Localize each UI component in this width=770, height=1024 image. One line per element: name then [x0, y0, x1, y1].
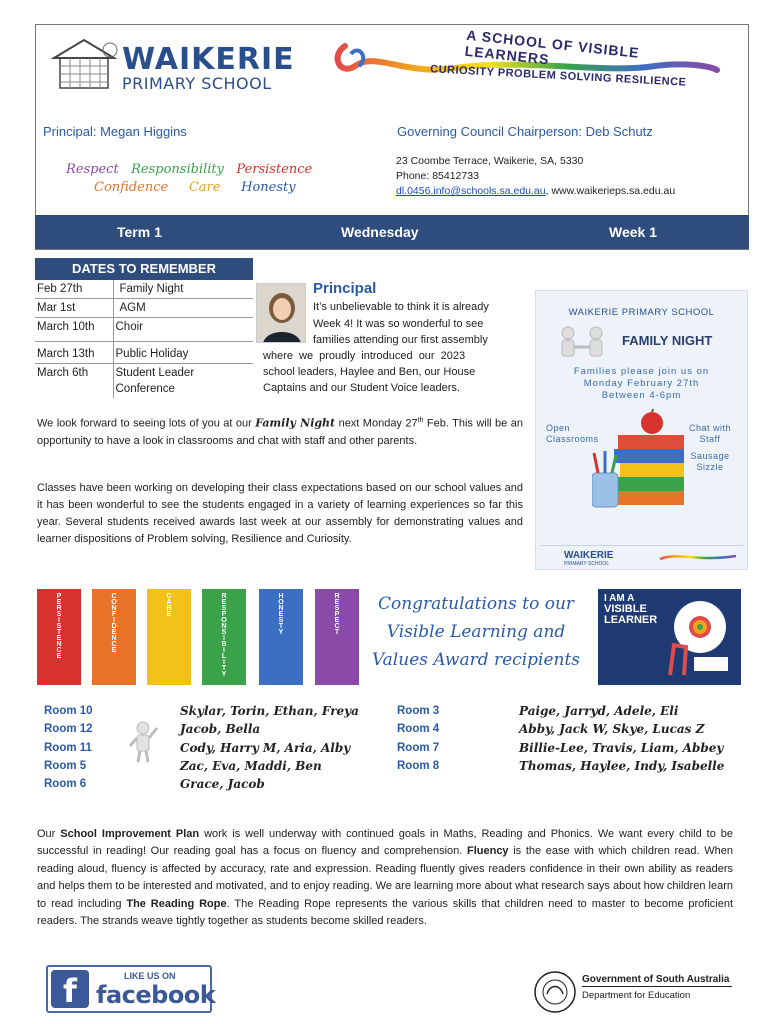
visible-learners-banner	[325, 26, 720, 106]
principal-text-6: Captains and our Student Voice leaders.	[263, 382, 460, 394]
room-label: Room 10	[44, 705, 93, 717]
flag-respect	[315, 589, 359, 685]
flag-label: CONFIDENCE	[110, 593, 118, 653]
invite-line: Families please join us on	[573, 366, 710, 377]
council-chair: Governing Council Chairperson: Deb Schutz	[397, 124, 653, 139]
value-respect: Respect	[66, 162, 119, 177]
award-names: Grace, Jacob	[180, 777, 265, 792]
school-name: WAIKERIE	[122, 42, 295, 77]
value-confidence: Confidence	[94, 180, 169, 195]
value-honesty: Honesty	[241, 180, 296, 195]
principal-text-5: school leaders, Haylee and Ben, our House	[263, 366, 476, 378]
table-row	[35, 364, 253, 399]
text: work is well underway with continued goals in Maths, Reading and Phonics. We want every child to be successful in reading! Our reading goal has a focus on fluency and comprehension.	[37, 828, 733, 858]
principal-text-3: families attending our first assembly	[313, 334, 488, 346]
award-names: Skylar, Torin, Ethan, Freya	[180, 704, 359, 718]
government-logo	[532, 970, 742, 1015]
principal-text-1: It’s unbelievable to think it is already	[313, 301, 489, 313]
school-subtitle: PRIMARY SCHOOL	[122, 74, 272, 93]
head-cogs-icon	[664, 597, 734, 677]
vl-text	[604, 593, 657, 626]
rainbow-swirl-icon	[658, 550, 738, 564]
room-label: Room 6	[44, 778, 87, 791]
facebook-badge[interactable]	[46, 965, 216, 1013]
flag-label: PERSISTENCE	[55, 593, 63, 659]
address: 23 Coombe Terrace, Waikerie, SA, 5330	[396, 155, 584, 167]
family-night-paragraph	[37, 412, 523, 450]
principal-heading: Principal	[313, 280, 377, 297]
principal-photo	[256, 283, 306, 343]
award-names: Zac, Eva, Maddi, Ben	[180, 758, 322, 773]
phone: Phone: 85412733	[396, 170, 479, 182]
poster-school: WAIKERIE PRIMARY SCHOOL	[568, 307, 715, 318]
award-names: Paige, Jarryd, Adele, Eli	[519, 704, 679, 718]
banner-title: A SCHOOL OF VISIBLE LEARNERS	[464, 26, 641, 68]
day-label: Wednesday	[341, 224, 419, 240]
right-line: Sausage	[690, 451, 730, 461]
family-night-highlight: Family Night	[255, 416, 336, 430]
awards-left-rooms	[44, 702, 93, 793]
school-values-2	[94, 180, 296, 195]
website[interactable]: , www.waikerieps.sa.edu.au	[545, 185, 676, 197]
poster-footer	[540, 545, 743, 567]
event-cell: Student Leader Conference	[115, 367, 195, 395]
bold-text: The Reading Rope	[126, 897, 227, 910]
text: next Monday 27	[335, 417, 418, 430]
room-label: Room 3	[397, 705, 440, 717]
flag-honesty	[259, 589, 303, 685]
email-link[interactable]: dl.0456.info@schools.sa.edu.au	[396, 185, 546, 197]
superscript: th	[417, 417, 424, 424]
text: is the ease with which children read. When reading aloud, fluency is affected by accuracy, rate and expression. Reading fluently gives readers confidence in their own ability as readers and helps them to be interested and motivated, and to enjoy reading. We are learning more about what research says about how children learn to read including	[37, 845, 733, 910]
event-cell: Public Holiday	[113, 342, 253, 364]
text: We look forward to seeing lots of you at our	[37, 417, 256, 430]
dates-to-remember	[35, 258, 253, 398]
room-label: Room 8	[397, 759, 440, 772]
visible-learner-image	[598, 589, 741, 685]
state-crest-icon	[532, 970, 578, 1014]
principal-text-2: Week 4! It was so wonderful to see	[313, 318, 484, 330]
table-row	[35, 299, 253, 318]
term-label: Term 1	[117, 224, 162, 240]
value-persistence: Persistence	[236, 162, 313, 177]
classes-paragraph: Classes have been working on developing their class expectations based on our school values and it has been wonderful to see the students engaged in a variety of learning experiences so far this year. Several students received awards last week at our assembly for demonstrating values and learner dispositions of Problem solving, Resilience and Curiosity.	[37, 482, 523, 545]
vl-line: I AM A	[604, 593, 635, 604]
flag-label: CARE	[165, 593, 173, 617]
room-label: Room 7	[397, 741, 440, 754]
school-values	[66, 162, 312, 177]
event-cell: AGM	[113, 299, 253, 318]
invite-line: Monday February 27th	[583, 378, 700, 389]
award-names: Thomas, Haylee, Indy, Isabelle	[519, 758, 725, 773]
award-names: Jacob, Bella	[180, 722, 261, 737]
contact-details	[396, 154, 675, 199]
congrats-line-1: Congratulations to our	[377, 594, 575, 614]
date-cell: Mar 1st	[35, 299, 113, 318]
flag-persistence	[37, 589, 81, 685]
flag-care	[147, 589, 191, 685]
vl-line: VISIBLE	[604, 603, 647, 615]
term-bar	[35, 215, 749, 249]
week-label: Week 1	[609, 224, 657, 240]
left-line: Classrooms	[546, 434, 599, 444]
vl-line: LEARNER	[604, 614, 658, 626]
gov-name: Government of South Australia	[582, 974, 730, 985]
flag-responsibility	[202, 589, 246, 685]
gov-dept: Department for Education	[582, 990, 691, 1001]
school-improvement-paragraph	[37, 826, 733, 930]
poster-title: FAMILY NIGHT	[622, 333, 713, 348]
date-cell: March 10th	[35, 318, 113, 342]
table-row	[35, 280, 253, 299]
bold-text: Fluency	[466, 845, 509, 858]
school-logo	[50, 36, 295, 96]
room-label: Room 4	[397, 723, 440, 736]
dates-title: DATES TO REMEMBER	[35, 258, 253, 280]
right-line: Sizzle	[696, 462, 724, 472]
flag-label: RESPONSIBILITY	[220, 593, 228, 677]
banner-dispositions: CURIOSITY PROBLEM SOLVING RESILIENCE	[429, 63, 687, 89]
poster-right-text	[689, 423, 731, 473]
poster-footer-sub: PRIMARY SCHOOL	[564, 561, 610, 567]
date-cell: Feb 27th	[35, 280, 113, 299]
flag-confidence	[92, 589, 136, 685]
fb-like-text: LIKE US ON	[124, 971, 176, 981]
text: Our	[37, 828, 61, 840]
text: . The Reading Rope represents the various skills that children need to master to become proficient readers. The strands weave tightly together as students become skilled readers.	[37, 897, 733, 928]
poster-left-text	[546, 423, 599, 445]
bold-text: School Improvement Plan	[60, 828, 200, 840]
value-responsibility: Responsibility	[131, 162, 224, 177]
award-names: Abby, Jack W, Skye, Lucas Z	[519, 722, 705, 737]
award-names: Cody, Harry M, Aria, Alby	[180, 740, 351, 755]
value-care: Care	[188, 180, 221, 195]
room-label: Room 12	[44, 723, 93, 736]
event-cell: Choir	[113, 318, 253, 342]
flag-label: HONESTY	[277, 593, 285, 635]
poster-footer-name: WAIKERIE	[564, 550, 614, 561]
date-cell: March 13th	[35, 342, 113, 364]
people-icon	[552, 325, 612, 369]
poster-invite	[536, 366, 747, 402]
awards-left-names	[180, 702, 359, 793]
facebook-icon: f	[51, 970, 89, 1008]
principal-text-4: where we proudly introduced our 2023	[263, 350, 466, 362]
books-apple-icon	[592, 409, 692, 519]
right-line: Staff	[699, 434, 721, 444]
room-label: Room 11	[44, 741, 92, 754]
awards-right-names	[519, 702, 724, 775]
principal-name: Principal: Megan Higgins	[43, 124, 187, 139]
left-line: Open	[546, 423, 571, 433]
room-label: Room 5	[44, 759, 87, 772]
congrats-line-3: Values Award recipients	[371, 650, 581, 670]
invite-line: Between 4-6pm	[601, 390, 682, 401]
values-flags	[37, 589, 359, 685]
waving-person-icon	[126, 720, 160, 764]
table-row	[35, 342, 253, 364]
right-line: Chat with	[688, 423, 731, 433]
awards-right-rooms	[397, 702, 439, 775]
date-cell: March 6th	[35, 364, 113, 399]
congrats-line-2: Visible Learning and	[386, 622, 566, 642]
award-names: Billie-Lee, Travis, Liam, Abbey	[519, 740, 724, 755]
dates-table	[35, 280, 253, 398]
fb-name: facebook	[96, 981, 216, 1009]
school-building-icon	[50, 36, 118, 94]
family-night-poster	[535, 290, 748, 570]
flag-label: RESPECT	[333, 593, 341, 635]
table-row	[35, 318, 253, 342]
text: Feb. This will be an opportunity to have a look in classrooms and chat with staff and other parents.	[37, 417, 523, 447]
event-cell: Family Night	[113, 280, 253, 299]
